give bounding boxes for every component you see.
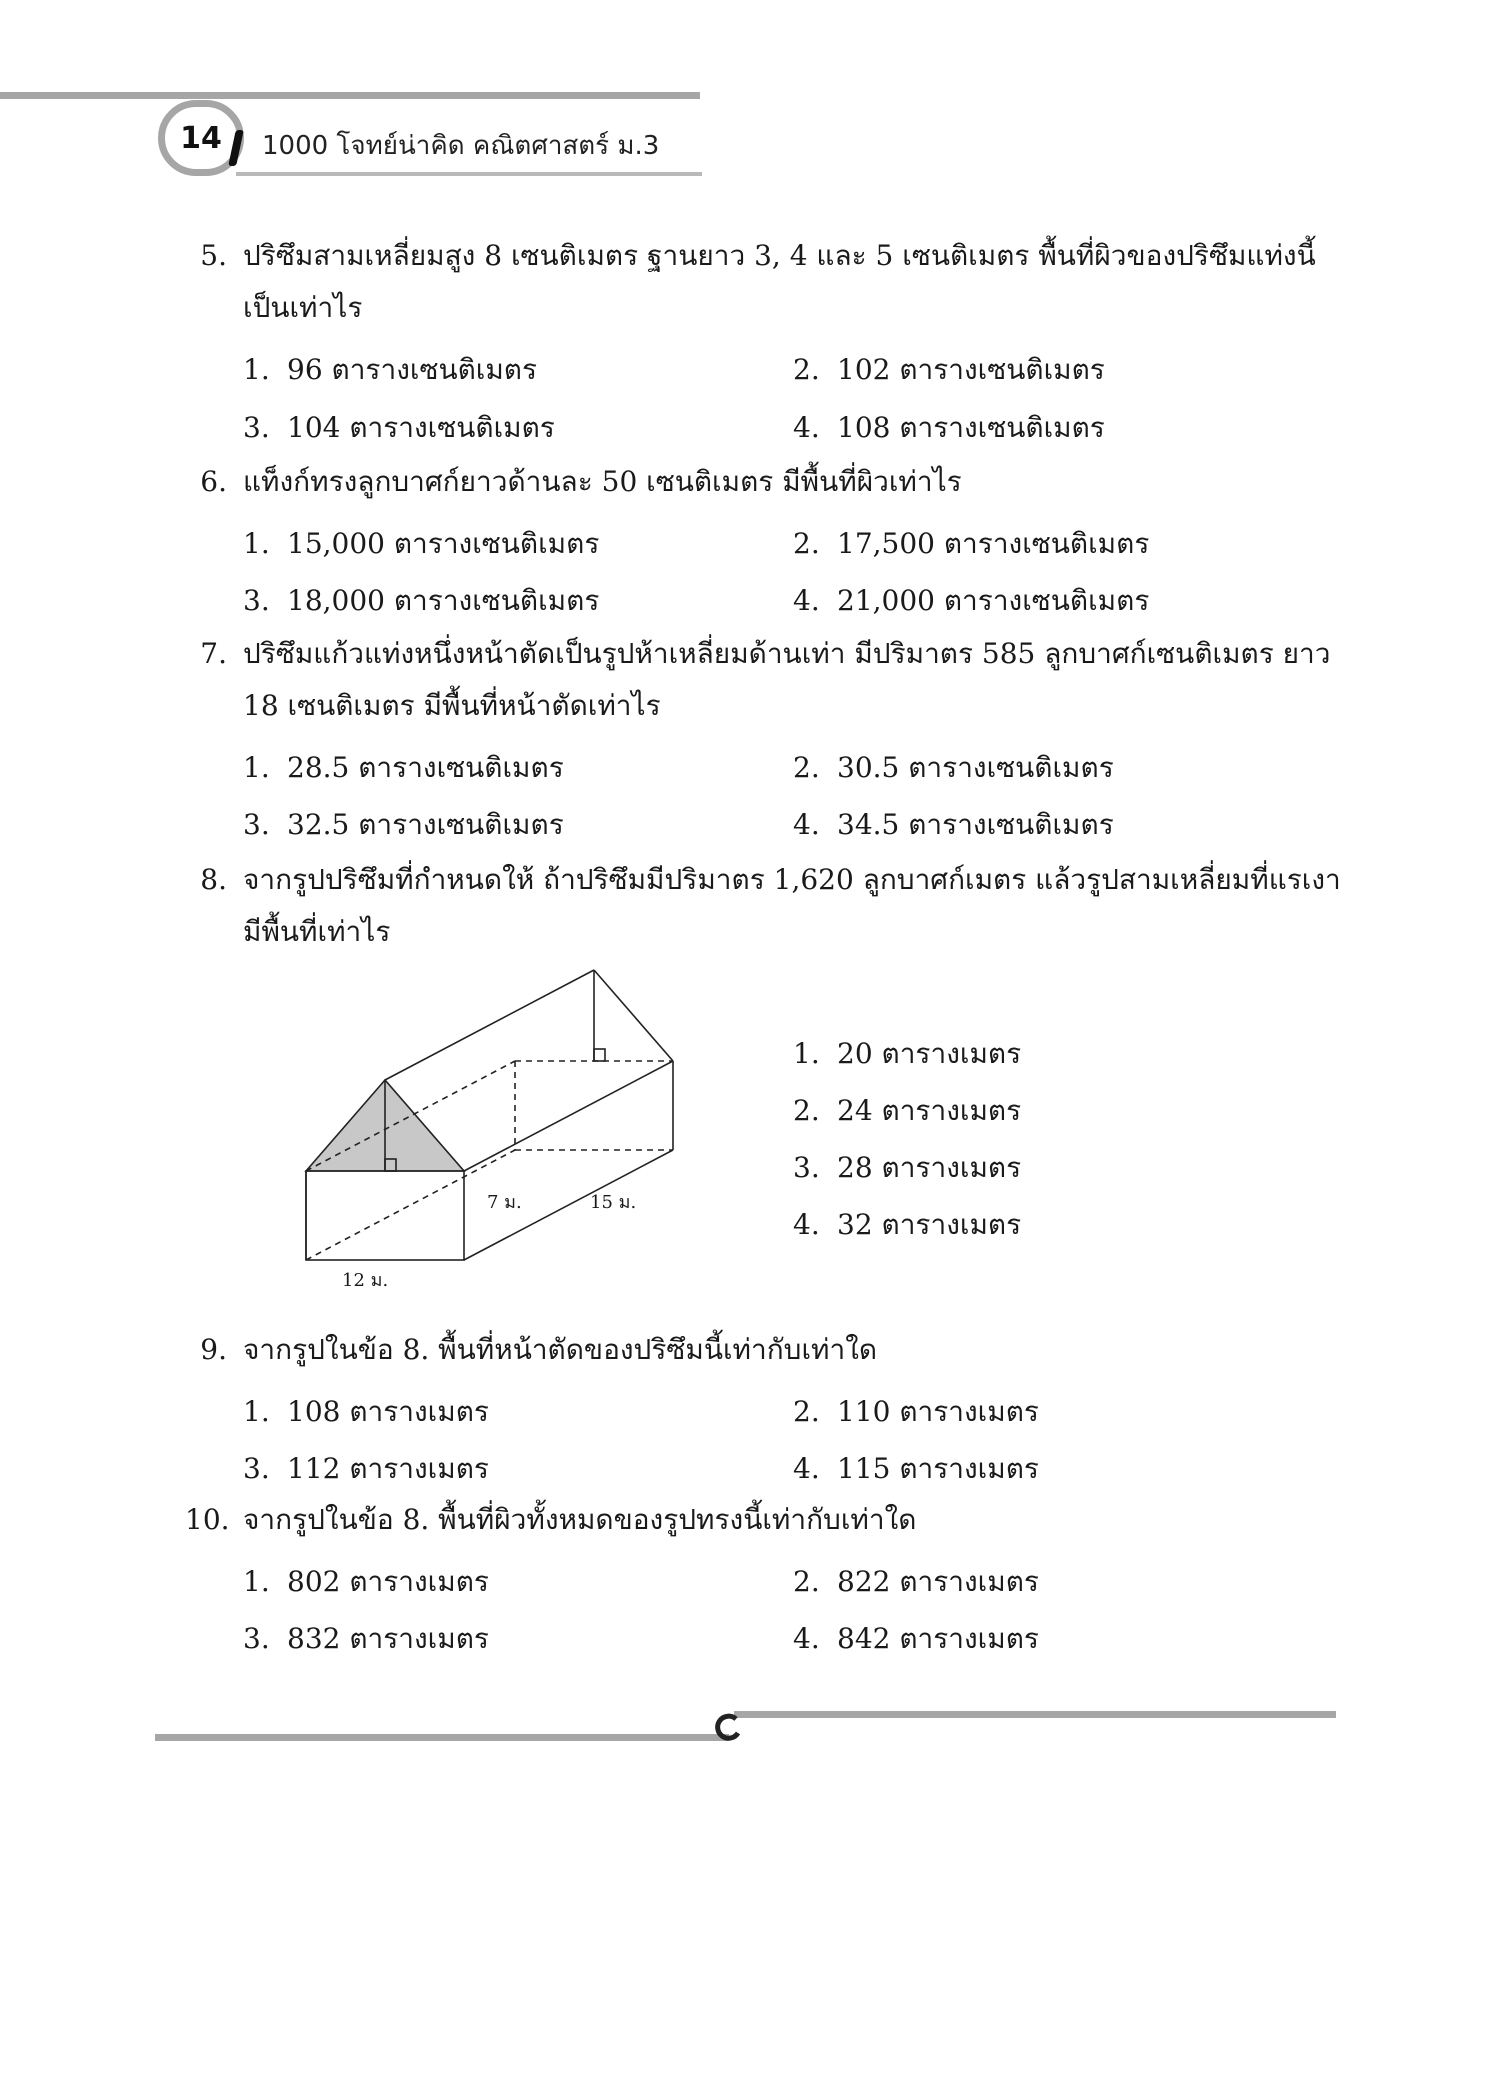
option-text: 842 ตารางเมตร: [837, 1622, 1039, 1655]
option-number: 1.: [243, 527, 270, 560]
page-number: 14: [180, 120, 222, 156]
option: [793, 1617, 1039, 1661]
option-number: 4.: [793, 411, 820, 444]
label-width: 12 ม.: [342, 1270, 389, 1291]
footer-rule-right: [734, 1711, 1336, 1718]
option-text: 24 ตารางเมตร: [837, 1094, 1022, 1127]
label-length: 15 ม.: [590, 1192, 637, 1213]
option: [793, 1089, 1021, 1133]
option-number: 3.: [793, 1151, 820, 1184]
prism-figure: [290, 960, 710, 1291]
question-text: จากรูปปริซึมที่กำหนดให้ ถ้าปริซึมมีปริมาตร 1,620 ลูกบาศก์เมตร แล้วรูปสามเหลี่ยมที่แรเงามีพื้นที่เท่าไร: [243, 863, 1341, 948]
question-5: [185, 230, 1345, 334]
option: [243, 1390, 489, 1434]
option-text: 20 ตารางเมตร: [837, 1037, 1022, 1070]
option-text: 32 ตารางเมตร: [837, 1208, 1022, 1241]
option: [793, 746, 1114, 790]
question-10: [185, 1494, 1345, 1546]
option: [793, 803, 1114, 847]
option: [793, 406, 1105, 450]
question-number: 7.: [200, 637, 227, 670]
option-text: 822 ตารางเมตร: [837, 1565, 1039, 1598]
option-number: 4.: [793, 808, 820, 841]
option: [793, 1146, 1021, 1190]
question-9: [185, 1324, 1345, 1376]
question-text: แท็งก์ทรงลูกบาศก์ยาวด้านละ 50 เซนติเมตร มีพื้นที่ผิวเท่าไร: [243, 465, 962, 498]
option-number: 4.: [793, 1208, 820, 1241]
option-number: 3.: [243, 1452, 270, 1485]
option-number: 1.: [243, 353, 270, 386]
option-number: 2.: [793, 1094, 820, 1127]
option-number: 4.: [793, 1452, 820, 1485]
question-number: 9.: [200, 1333, 227, 1366]
option-text: 30.5 ตารางเซนติเมตร: [837, 751, 1114, 784]
option-number: 3.: [243, 808, 270, 841]
option-number: 2.: [793, 1395, 820, 1428]
option-text: 96 ตารางเซนติเมตร: [287, 353, 538, 386]
option-number: 3.: [243, 1622, 270, 1655]
question-text: ปริซึมแก้วแท่งหนึ่งหน้าตัดเป็นรูปห้าเหลี่ยมด้านเท่า มีปริมาตร 585 ลูกบาศก์เซนติเมตร ยาว 18 เซนติเมตร มีพื้นที่หน้าตัดเท่าไร: [243, 637, 1331, 722]
option-number: 1.: [793, 1037, 820, 1070]
option-text: 18,000 ตารางเซนติเมตร: [287, 584, 600, 617]
question-text: จากรูปในข้อ 8. พื้นที่หน้าตัดของปริซึมนี้เท่ากับเท่าใด: [243, 1333, 878, 1366]
question-text: ปริซึมสามเหลี่ยมสูง 8 เซนติเมตร ฐานยาว 3, 4 และ 5 เซนติเมตร พื้นที่ผิวของปริซึมแท่งนี้เป็นเท่าไร: [243, 239, 1316, 324]
option-text: 115 ตารางเมตร: [837, 1452, 1039, 1485]
option-number: 1.: [243, 1395, 270, 1428]
option-number: 2.: [793, 353, 820, 386]
option: [793, 1560, 1039, 1604]
option-text: 28.5 ตารางเซนติเมตร: [287, 751, 564, 784]
prism-diagram: [290, 960, 710, 1280]
option-text: 802 ตารางเมตร: [287, 1565, 489, 1598]
option-text: 102 ตารางเซนติเมตร: [837, 353, 1105, 386]
option: [793, 1390, 1039, 1434]
option-text: 32.5 ตารางเซนติเมตร: [287, 808, 564, 841]
option: [243, 803, 564, 847]
option-number: 3.: [243, 584, 270, 617]
label-height: 7 ม.: [487, 1192, 522, 1213]
question-7: [185, 628, 1345, 732]
option: [243, 1447, 489, 1491]
option-text: 17,500 ตารางเซนติเมตร: [837, 527, 1150, 560]
option: [243, 746, 564, 790]
option-number: 4.: [793, 584, 820, 617]
option-text: 15,000 ตารางเซนติเมตร: [287, 527, 600, 560]
option: [243, 1617, 489, 1661]
option: [243, 406, 555, 450]
option: [243, 1560, 489, 1604]
option: [793, 348, 1105, 392]
question-number: 8.: [200, 863, 227, 896]
option-text: 104 ตารางเซนติเมตร: [287, 411, 555, 444]
header-underline: [236, 172, 702, 176]
option-text: 34.5 ตารางเซนติเมตร: [837, 808, 1114, 841]
option: [793, 522, 1149, 566]
option-text: 21,000 ตารางเซนติเมตร: [837, 584, 1150, 617]
option-number: 2.: [793, 527, 820, 560]
option-text: 110 ตารางเมตร: [837, 1395, 1039, 1428]
option-number: 1.: [243, 1565, 270, 1598]
footer-rule-left: [155, 1734, 729, 1741]
question-number: 10.: [185, 1503, 230, 1536]
option-number: 4.: [793, 1622, 820, 1655]
option: [793, 579, 1149, 623]
option: [243, 579, 599, 623]
question-number: 5.: [200, 239, 227, 272]
option-text: 28 ตารางเมตร: [837, 1151, 1022, 1184]
option-number: 2.: [793, 751, 820, 784]
option-number: 1.: [243, 751, 270, 784]
option-number: 2.: [793, 1565, 820, 1598]
option: [243, 522, 599, 566]
option-text: 108 ตารางเมตร: [287, 1395, 489, 1428]
question-number: 6.: [200, 465, 227, 498]
question-text: จากรูปในข้อ 8. พื้นที่ผิวทั้งหมดของรูปทรงนี้เท่ากับเท่าใด: [243, 1503, 917, 1536]
option-text: 108 ตารางเซนติเมตร: [837, 411, 1105, 444]
option: [793, 1447, 1039, 1491]
option-number: 3.: [243, 411, 270, 444]
book-title: 1000 โจทย์น่าคิด คณิตศาสตร์ ม.3: [262, 131, 660, 161]
header-rule: [0, 92, 700, 99]
option: [243, 348, 537, 392]
option: [793, 1032, 1021, 1076]
option: [793, 1203, 1021, 1247]
option-text: 112 ตารางเมตร: [287, 1452, 489, 1485]
option-text: 832 ตารางเมตร: [287, 1622, 489, 1655]
footer-ornament-icon: [714, 1713, 742, 1741]
question-8: [185, 854, 1345, 958]
question-6: [185, 456, 1345, 508]
